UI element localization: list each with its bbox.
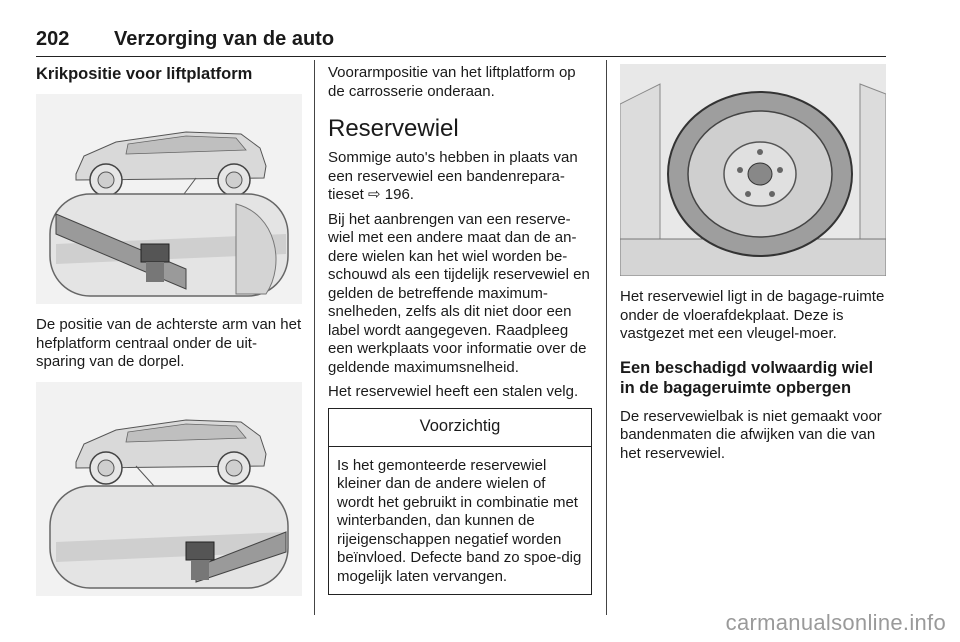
caution-title: Voorzichtig xyxy=(329,409,591,447)
page-title: Verzorging van de auto xyxy=(114,28,335,50)
paragraph: De reservewielbak is niet gemaakt voor bandenmaten die afwijken van die van het reservewiel. xyxy=(620,407,882,462)
spare-wheel-illustration xyxy=(620,64,886,276)
paragraph: Het reservewiel ligt in de bagage-ruimte onder de vloerafdekplaat. Deze is vastgezet met een vleugel-moer. xyxy=(620,288,885,342)
paragraph: Het reservewiel heeft een stalen velg. xyxy=(328,383,579,400)
caution-box xyxy=(328,408,592,596)
watermark: carmanualsonline.info xyxy=(725,610,946,635)
column-left xyxy=(36,64,302,596)
column-divider xyxy=(606,60,607,615)
page-number: 202 xyxy=(36,28,70,50)
paragraph: De positie van de achterste arm van het hefplatform centraal onder de uit-sparing van de dorpel. xyxy=(36,316,302,370)
front-lift-arm-illustration xyxy=(36,382,302,596)
caution-text: Is het gemonteerde reservewiel kleiner dan de andere wielen of wordt het gebruikt in combinatie met winterbanden, dan kunnen de rijeigenschappen negatief worden beïnvloed. Defecte band zo spoe-dig mogelijk laten vervangen. xyxy=(337,456,582,585)
section-heading-jack-position: Krikpositie voor liftplatform xyxy=(36,65,253,83)
section-heading-spare-wheel: Reservewiel xyxy=(328,115,459,142)
paragraph: Bij het aanbrengen van een reserve-wiel met een andere maat dan de an-dere wielen kan het wiel worden be-schouwd als een tijdelijk reservewiel en gelden de betreffende maximum-snelheden, zelfs als dit niet door een label wordt aangegeven. Raadpleeg een werkplaats voor informatie over de geldende maximumsnelheid. xyxy=(328,210,590,376)
column-divider xyxy=(314,60,315,615)
column-middle xyxy=(328,64,592,595)
paragraph: Sommige auto's hebben in plaats van een reservewiel een bandenrepara-tieset ⇨ 196. xyxy=(328,149,578,203)
paragraph: Voorarmpositie van het liftplatform op de carrosserie onderaan. xyxy=(328,64,576,100)
page-header xyxy=(36,26,886,57)
column-right xyxy=(620,64,886,469)
rear-lift-arm-illustration xyxy=(36,94,302,304)
section-heading-damaged-wheel: Een beschadigd volwaardig wiel in de bagageruimte opbergen xyxy=(620,358,874,397)
